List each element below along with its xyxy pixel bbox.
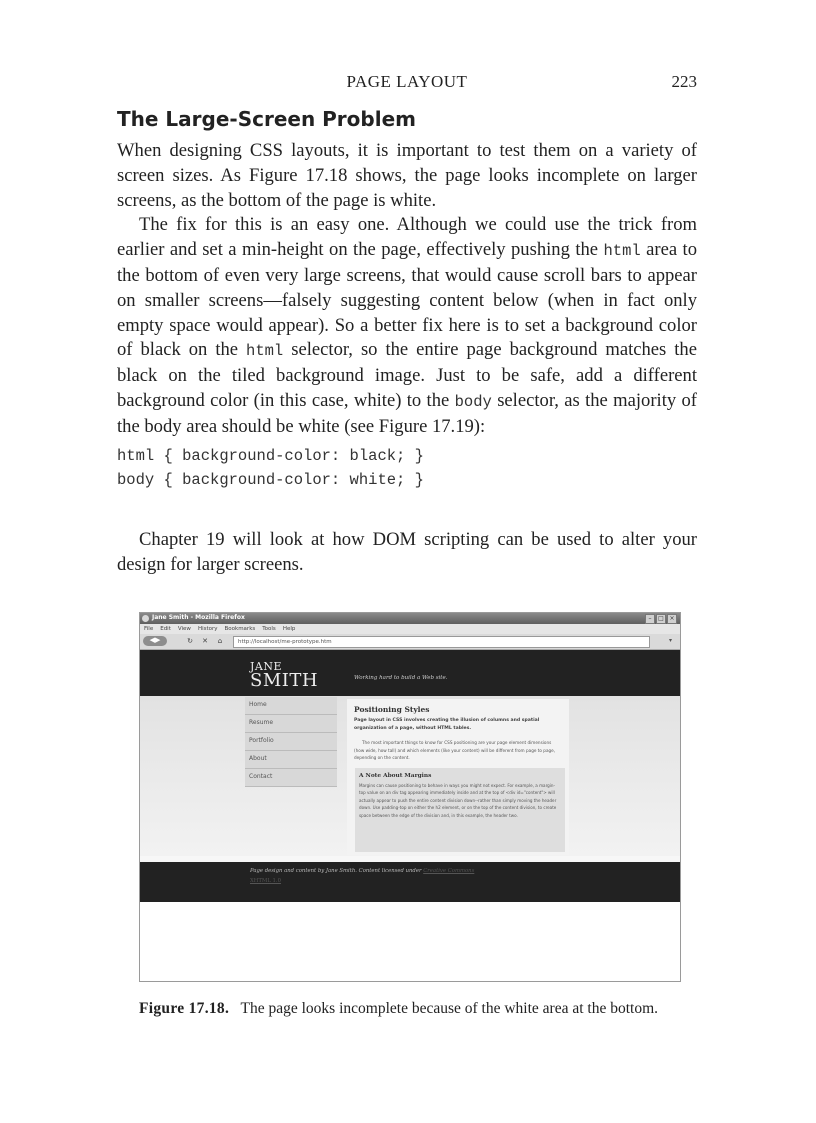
paragraph-2-part-1: The fix for this is an easy one. Although we could use the trick from earlier and set a min-height on the page, effectively pushing the (117, 214, 697, 261)
page-number: 223 (671, 72, 697, 91)
site-header (140, 650, 680, 696)
paragraph-2-part-2: area to the bottom of even very large screens, that would cause scroll bars to appear on smaller screens—falsely suggesting content below (when in fact only empty space would appear). So a better fix here is to set a background color of black on the (117, 239, 697, 361)
maximize-icon[interactable]: □ (656, 614, 666, 624)
reload-icon[interactable]: ↻ (187, 637, 193, 645)
aside-heading: A Note About Margins (359, 773, 432, 779)
body-text (117, 139, 697, 440)
paragraph-2 (117, 213, 697, 439)
paragraph-2-part-4: selector, as the majority of the body area should be white (see Figure 17.19): (117, 389, 698, 437)
site-nav-portfolio[interactable]: Portfolio (245, 733, 337, 751)
site-body (140, 696, 680, 856)
footer-text (250, 868, 474, 874)
section-heading: The Large-Screen Problem (117, 107, 416, 131)
site-footer (140, 862, 680, 902)
content-heading: Positioning Styles (354, 705, 430, 714)
navigation-toolbar (140, 634, 680, 650)
content-paragraph: The most important things to know for CSS positioning are your page element dimensions (how wide, how tall) and which elements (like your content) will be different from page to page, depending on the content. (354, 740, 556, 760)
minimize-icon[interactable]: – (645, 614, 655, 624)
figure-caption (139, 997, 676, 1020)
running-head (117, 72, 697, 94)
site-nav-about[interactable]: About (245, 751, 337, 769)
menu-edit[interactable]: Edit (160, 626, 171, 632)
site-nav-contact[interactable]: Contact (245, 769, 337, 787)
site-aside (355, 768, 565, 852)
footer-credit: Page design and content by Jane Smith. Content licensed under (250, 868, 422, 874)
menu-bookmarks[interactable]: Bookmarks (224, 626, 256, 632)
window-titlebar (140, 613, 680, 624)
site-tagline: Working hard to build a Web site. (354, 675, 448, 681)
footer-xhtml-link[interactable]: XHTML 1.0 (250, 878, 281, 884)
address-bar[interactable]: http://localhost/me-prototype.htm (233, 636, 650, 648)
caption-text: The page looks incomplete because of the white area at the bottom. (240, 1000, 659, 1017)
site-nav-resume[interactable]: Resume (245, 715, 337, 733)
code-line: html { background-color: black; } (117, 447, 424, 465)
firefox-icon (142, 615, 149, 622)
site-name-last: SMITH (250, 670, 319, 691)
caption-label: Figure 17.18. (139, 1000, 230, 1017)
menu-view[interactable]: View (177, 626, 191, 632)
menu-bar (140, 624, 680, 634)
footer-license-link[interactable]: Creative Commons (423, 868, 475, 874)
content-lead: Page layout in CSS involves creating the illusion of columns and spatial organization of a page, without HTML tables. (354, 718, 540, 731)
site-nav (245, 697, 337, 787)
menu-help[interactable]: Help (282, 626, 296, 632)
code-block (117, 444, 424, 492)
code-line: body { background-color: white; } (117, 471, 424, 489)
paragraph-3: Chapter 19 will look at how DOM scripting can be used to alter your design for larger screens. (117, 529, 697, 575)
empty-white-area (140, 902, 680, 982)
window-controls (645, 614, 677, 624)
inline-code-html-2: html (246, 342, 284, 361)
home-icon[interactable]: ⌂ (217, 637, 223, 645)
menu-tools[interactable]: Tools (262, 626, 276, 632)
running-head-title: PAGE LAYOUT (346, 72, 468, 91)
paragraph-2-part-3: selector, so the entire page background matches the black on the tiled background image. Just to be safe, add a different background color (in this case, white) to the (117, 339, 697, 411)
back-icon[interactable]: ◀▶ (143, 636, 167, 646)
body-text-2 (117, 528, 697, 578)
window-title: Jane Smith - Mozilla Firefox (152, 614, 245, 621)
inline-code-html: html (603, 242, 641, 261)
go-icon[interactable]: ▾ (668, 637, 672, 644)
figure-screenshot (139, 612, 681, 982)
stop-icon[interactable]: ✕ (202, 637, 208, 645)
site-nav-home[interactable]: Home (245, 697, 337, 715)
inline-code-body: body (454, 392, 492, 411)
menu-history[interactable]: History (197, 626, 218, 632)
site-name-first: JANE (250, 660, 283, 673)
menu-file[interactable]: File (144, 626, 154, 632)
aside-text: Margins can cause positioning to behave in ways you might not expect. For example, a margin-top value on an div tag appearing immediately inside and at the top of <div id="content"> will actually appear to push the entire content division down--rather than simply moving the header down. Use padding-top on either the h2 element, or on the top of the content division, to create space between the edge of the division and, in this example, the header two. (359, 783, 557, 818)
close-icon[interactable]: × (667, 614, 677, 624)
paragraph-1: When designing CSS layouts, it is important to test them on a variety of screen sizes. As Figure 17.18 shows, the page looks incomplete on larger screens, as the bottom of the page is white. (117, 140, 697, 211)
